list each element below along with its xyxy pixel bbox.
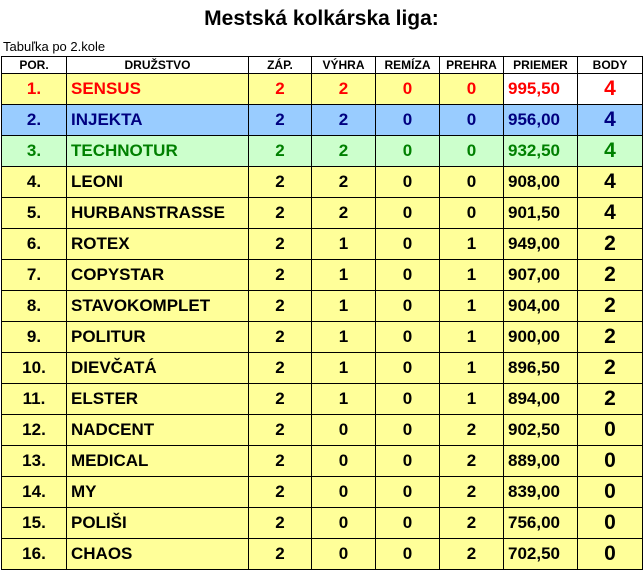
cell-won: 1 — [312, 229, 376, 260]
table-row — [2, 229, 643, 260]
header-row — [2, 57, 643, 74]
cell-drawn: 0 — [376, 260, 440, 291]
cell-average: 904,00 — [504, 291, 578, 322]
header-team: DRUŽSTVO — [67, 57, 249, 74]
cell-drawn: 0 — [376, 384, 440, 415]
header-drawn: REMÍZA — [376, 57, 440, 74]
cell-points: 0 — [578, 415, 643, 446]
table-subtitle: Tabuľka po 2.kole — [3, 39, 106, 54]
cell-team: TECHNOTUR — [67, 136, 249, 167]
header-played: ZÁP. — [249, 57, 312, 74]
cell-played: 2 — [249, 415, 312, 446]
cell-team: ELSTER — [67, 384, 249, 415]
cell-won: 2 — [312, 74, 376, 105]
header-average: PRIEMER — [504, 57, 578, 74]
cell-average: 889,00 — [504, 446, 578, 477]
table-row — [2, 353, 643, 384]
cell-lost: 1 — [440, 384, 504, 415]
cell-position: 5. — [2, 198, 67, 229]
cell-played: 2 — [249, 539, 312, 570]
cell-played: 2 — [249, 74, 312, 105]
cell-team: LEONI — [67, 167, 249, 198]
cell-played: 2 — [249, 260, 312, 291]
cell-drawn: 0 — [376, 446, 440, 477]
cell-won: 1 — [312, 291, 376, 322]
cell-points: 0 — [578, 539, 643, 570]
cell-points: 0 — [578, 446, 643, 477]
cell-position: 16. — [2, 539, 67, 570]
cell-team: INJEKTA — [67, 105, 249, 136]
table-row — [2, 105, 643, 136]
cell-team: DIEVČATÁ — [67, 353, 249, 384]
cell-points: 2 — [578, 384, 643, 415]
table-row — [2, 136, 643, 167]
cell-lost: 1 — [440, 353, 504, 384]
cell-team: STAVOKOMPLET — [67, 291, 249, 322]
cell-drawn: 0 — [376, 105, 440, 136]
cell-lost: 0 — [440, 136, 504, 167]
header-position: POR. — [2, 57, 67, 74]
cell-won: 2 — [312, 198, 376, 229]
cell-points: 0 — [578, 477, 643, 508]
cell-team: CHAOS — [67, 539, 249, 570]
cell-lost: 1 — [440, 291, 504, 322]
cell-drawn: 0 — [376, 229, 440, 260]
cell-team: SENSUS — [67, 74, 249, 105]
cell-team: MEDICAL — [67, 446, 249, 477]
cell-drawn: 0 — [376, 198, 440, 229]
cell-lost: 0 — [440, 167, 504, 198]
cell-played: 2 — [249, 105, 312, 136]
cell-position: 7. — [2, 260, 67, 291]
cell-lost: 2 — [440, 477, 504, 508]
cell-team: POLITUR — [67, 322, 249, 353]
cell-points: 4 — [578, 167, 643, 198]
cell-played: 2 — [249, 229, 312, 260]
cell-played: 2 — [249, 291, 312, 322]
cell-average: 894,00 — [504, 384, 578, 415]
cell-lost: 0 — [440, 74, 504, 105]
cell-points: 2 — [578, 291, 643, 322]
cell-played: 2 — [249, 198, 312, 229]
cell-team: COPYSTAR — [67, 260, 249, 291]
table-row — [2, 446, 643, 477]
cell-points: 4 — [578, 74, 643, 105]
table-row — [2, 322, 643, 353]
cell-average: 949,00 — [504, 229, 578, 260]
cell-drawn: 0 — [376, 322, 440, 353]
cell-position: 13. — [2, 446, 67, 477]
cell-won: 2 — [312, 167, 376, 198]
cell-won: 0 — [312, 446, 376, 477]
cell-points: 2 — [578, 353, 643, 384]
cell-won: 0 — [312, 415, 376, 446]
cell-average: 956,00 — [504, 105, 578, 136]
cell-position: 14. — [2, 477, 67, 508]
cell-played: 2 — [249, 384, 312, 415]
cell-lost: 2 — [440, 446, 504, 477]
cell-won: 0 — [312, 539, 376, 570]
cell-team: ROTEX — [67, 229, 249, 260]
cell-average: 932,50 — [504, 136, 578, 167]
cell-lost: 1 — [440, 322, 504, 353]
cell-average: 839,00 — [504, 477, 578, 508]
cell-lost: 2 — [440, 539, 504, 570]
cell-points: 2 — [578, 229, 643, 260]
cell-played: 2 — [249, 446, 312, 477]
cell-drawn: 0 — [376, 539, 440, 570]
cell-position: 1. — [2, 74, 67, 105]
cell-position: 12. — [2, 415, 67, 446]
cell-drawn: 0 — [376, 74, 440, 105]
cell-points: 4 — [578, 198, 643, 229]
cell-average: 908,00 — [504, 167, 578, 198]
cell-position: 3. — [2, 136, 67, 167]
cell-position: 10. — [2, 353, 67, 384]
cell-points: 2 — [578, 260, 643, 291]
cell-lost: 0 — [440, 105, 504, 136]
cell-average: 702,50 — [504, 539, 578, 570]
cell-drawn: 0 — [376, 477, 440, 508]
table-row — [2, 384, 643, 415]
cell-position: 6. — [2, 229, 67, 260]
table-row — [2, 167, 643, 198]
cell-drawn: 0 — [376, 167, 440, 198]
header-won: VÝHRA — [312, 57, 376, 74]
header-points: BODY — [578, 57, 643, 74]
cell-played: 2 — [249, 136, 312, 167]
cell-played: 2 — [249, 322, 312, 353]
cell-points: 0 — [578, 508, 643, 539]
cell-lost: 2 — [440, 508, 504, 539]
table-row — [2, 198, 643, 229]
standings-table — [1, 56, 643, 570]
cell-played: 2 — [249, 477, 312, 508]
cell-drawn: 0 — [376, 508, 440, 539]
cell-team: HURBANSTRASSE — [67, 198, 249, 229]
cell-won: 0 — [312, 508, 376, 539]
table-row — [2, 74, 643, 105]
cell-won: 1 — [312, 353, 376, 384]
cell-won: 2 — [312, 136, 376, 167]
cell-team: POLIŠI — [67, 508, 249, 539]
cell-drawn: 0 — [376, 291, 440, 322]
cell-position: 11. — [2, 384, 67, 415]
cell-drawn: 0 — [376, 415, 440, 446]
cell-played: 2 — [249, 167, 312, 198]
cell-lost: 2 — [440, 415, 504, 446]
cell-position: 9. — [2, 322, 67, 353]
table-row — [2, 477, 643, 508]
cell-average: 896,50 — [504, 353, 578, 384]
cell-position: 2. — [2, 105, 67, 136]
cell-won: 1 — [312, 322, 376, 353]
cell-team: NADCENT — [67, 415, 249, 446]
cell-drawn: 0 — [376, 136, 440, 167]
cell-average: 901,50 — [504, 198, 578, 229]
cell-points: 4 — [578, 105, 643, 136]
cell-position: 8. — [2, 291, 67, 322]
cell-team: MY — [67, 477, 249, 508]
table-row — [2, 260, 643, 291]
cell-lost: 1 — [440, 260, 504, 291]
cell-lost: 1 — [440, 229, 504, 260]
cell-played: 2 — [249, 508, 312, 539]
cell-won: 1 — [312, 384, 376, 415]
cell-average: 907,00 — [504, 260, 578, 291]
table-row — [2, 508, 643, 539]
cell-won: 2 — [312, 105, 376, 136]
table-row — [2, 291, 643, 322]
cell-position: 15. — [2, 508, 67, 539]
cell-average: 756,00 — [504, 508, 578, 539]
cell-lost: 0 — [440, 198, 504, 229]
table-row — [2, 415, 643, 446]
header-lost: PREHRA — [440, 57, 504, 74]
cell-won: 0 — [312, 477, 376, 508]
cell-points: 2 — [578, 322, 643, 353]
cell-won: 1 — [312, 260, 376, 291]
cell-position: 4. — [2, 167, 67, 198]
page-title: Mestská kolkárska liga: — [204, 7, 439, 30]
cell-drawn: 0 — [376, 353, 440, 384]
cell-average: 902,50 — [504, 415, 578, 446]
cell-played: 2 — [249, 353, 312, 384]
cell-average: 995,50 — [504, 74, 578, 105]
cell-average: 900,00 — [504, 322, 578, 353]
table-row — [2, 539, 643, 570]
cell-points: 4 — [578, 136, 643, 167]
